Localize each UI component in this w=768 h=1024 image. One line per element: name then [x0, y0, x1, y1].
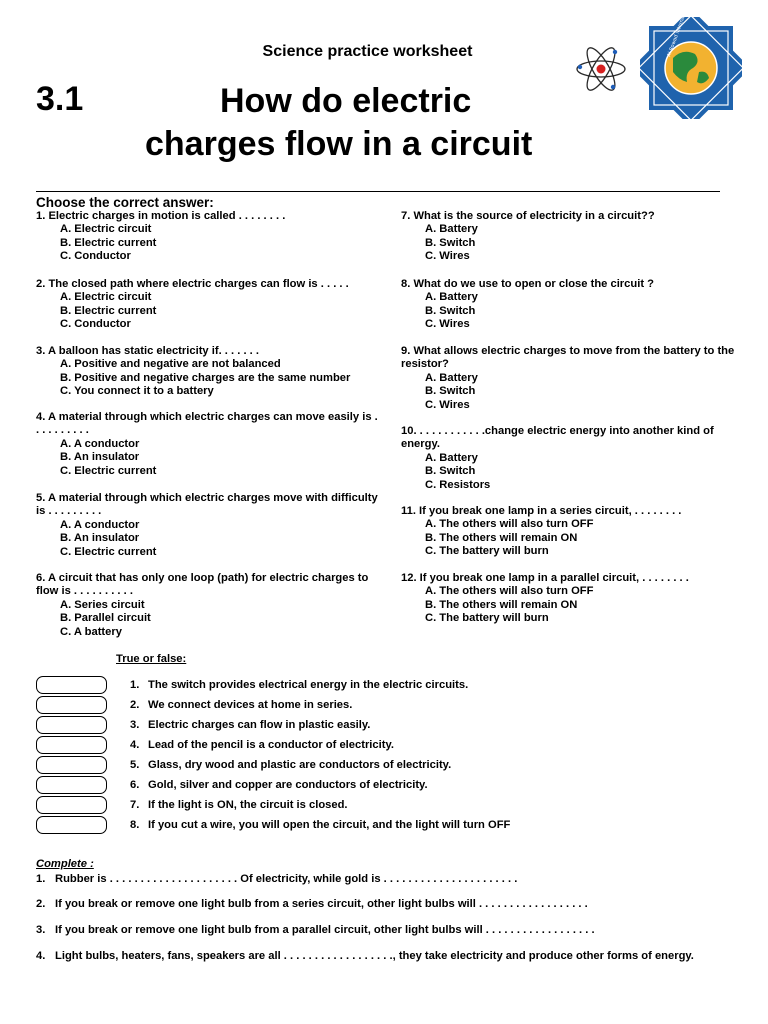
option-c: C. A battery — [60, 625, 122, 638]
option-c: C. Electric current — [60, 545, 157, 558]
option-c: C. The battery will burn — [425, 545, 549, 558]
worksheet-subtitle: Science practice worksheet — [262, 43, 473, 60]
title-line-1: How do electric — [220, 82, 472, 120]
answer-box-2[interactable] — [36, 696, 107, 714]
answer-box-3[interactable] — [36, 716, 107, 734]
option-a: A. Electric circuit — [60, 223, 152, 236]
answer-box-5[interactable] — [36, 756, 107, 774]
section-number: 3.1 — [36, 80, 84, 118]
complete-item-2: 2. If you break or remove one light bulb from a series circuit, other light bulbs will . . . . . . . . . . . . . . . . . . — [36, 898, 588, 910]
option-c: C. Electric current — [60, 464, 157, 477]
question-6 — [36, 572, 381, 639]
option-a: A. Battery — [425, 451, 478, 464]
option-b: B. Positive and negative charges are the same number — [60, 371, 351, 384]
statement-7: 7. If the light is ON, the circuit is closed. — [130, 799, 348, 811]
page-title — [145, 80, 595, 166]
option-b: B. Switch — [425, 385, 476, 398]
option-b: B. An insulator — [60, 451, 140, 464]
option-a: A. Positive and negative are not balanced — [60, 358, 281, 371]
statement-6: 6. Gold, silver and copper are conductors of electricity. — [130, 779, 428, 791]
option-c: C. The battery will burn — [425, 612, 549, 625]
question-text: 3. A balloon has static electricity if. . . . . . . — [36, 345, 259, 357]
school-logo — [640, 17, 742, 119]
option-c: C. Wires — [425, 398, 470, 411]
statement-8: 8. If you cut a wire, you will open the circuit, and the light will turn OFF — [130, 819, 511, 831]
question-text: 10. . . . . . . . . . . .change electric energy into another kind of energy. — [401, 425, 714, 451]
option-a: A. Battery — [425, 223, 478, 236]
option-c: C. Conductor — [60, 318, 131, 331]
option-a: A. Series circuit — [60, 598, 145, 611]
title-divider — [36, 191, 720, 192]
statement-2: 2. We connect devices at home in series. — [130, 699, 353, 711]
option-a: A. A conductor — [60, 437, 140, 450]
section-heading-choose: Choose the correct answer: — [36, 195, 214, 210]
statement-3: 3. Electric charges can flow in plastic easily. — [130, 719, 371, 731]
question-text: 5. A material through which electric charges move with difficulty is . . . . . . . . . — [36, 492, 378, 518]
question-1 — [36, 210, 381, 264]
question-3 — [36, 345, 381, 399]
option-a: A. The others will also turn OFF — [425, 518, 594, 531]
option-a: A. Battery — [425, 371, 478, 384]
answer-box-7[interactable] — [36, 796, 107, 814]
question-5 — [36, 492, 381, 559]
question-text: 6. A circuit that has only one loop (path) for electric charges to flow is . . . . . . . . . . — [36, 572, 369, 598]
complete-item-4: 4. Light bulbs, heaters, fans, speakers are all . . . . . . . . . . . . . . . . . ., they take electricity and produce other forms of energy. — [36, 950, 694, 962]
question-text: 2. The closed path where electric charges can flow is . . . . . — [36, 278, 349, 290]
section-heading-complete: Complete : — [36, 858, 94, 870]
question-text: 4. A material through which electric charges can move easily is . . . . . . . . . . — [36, 411, 378, 437]
section-heading-true-false: True or false: — [116, 653, 187, 665]
question-2 — [36, 278, 381, 332]
option-c: C. Wires — [425, 318, 470, 331]
option-c: C. Resistors — [425, 478, 491, 491]
answer-box-4[interactable] — [36, 736, 107, 754]
question-4 — [36, 411, 381, 478]
question-text: 12. If you break one lamp in a parallel circuit, . . . . . . . . — [401, 572, 689, 584]
option-a: A. Battery — [425, 291, 478, 304]
title-line-2: charges flow in a circuit — [145, 125, 533, 163]
question-text: 11. If you break one lamp in a series circuit, . . . . . . . . — [401, 505, 682, 517]
option-c: C. Wires — [425, 250, 470, 263]
answer-box-8[interactable] — [36, 816, 107, 834]
question-12 — [401, 572, 736, 626]
option-b: B. Switch — [425, 304, 476, 317]
question-9 — [401, 345, 736, 412]
question-10 — [401, 425, 736, 492]
option-b: B. Switch — [425, 465, 476, 478]
option-b: B. The others will remain ON — [425, 531, 578, 544]
complete-item-1: 1. Rubber is . . . . . . . . . . . . . . . . . . . . . Of electricity, while gold is . . . . . . . . . . . . . . . . . . . . . . — [36, 873, 518, 885]
option-b: B. Electric current — [60, 236, 157, 249]
option-a: A. Electric circuit — [60, 291, 152, 304]
option-a: A. The others will also turn OFF — [425, 585, 594, 598]
question-text: 1. Electric charges in motion is called . . . . . . . . — [36, 210, 286, 222]
option-b: B. Switch — [425, 236, 476, 249]
option-c: C. You connect it to a battery — [60, 385, 214, 398]
option-b: B. Electric current — [60, 304, 157, 317]
statement-1: 1. The switch provides electrical energy in the electric circuits. — [130, 679, 469, 691]
option-a: A. A conductor — [60, 518, 140, 531]
question-8 — [401, 278, 736, 332]
answer-box-6[interactable] — [36, 776, 107, 794]
option-b: B. The others will remain ON — [425, 598, 578, 611]
question-7 — [401, 210, 736, 264]
option-c: C. Conductor — [60, 250, 131, 263]
answer-box-1[interactable] — [36, 676, 107, 694]
option-b: B. Parallel circuit — [60, 612, 151, 625]
option-b: B. An insulator — [60, 532, 140, 545]
complete-item-3: 3. If you break or remove one light bulb from a parallel circuit, other light bulbs will . . . . . . . . . . . . . . . . . . — [36, 924, 595, 936]
question-text: 8. What do we use to open or close the circuit ? — [401, 278, 654, 290]
question-11 — [401, 505, 736, 559]
statement-4: 4. Lead of the pencil is a conductor of electricity. — [130, 739, 394, 751]
question-text: 9. What allows electric charges to move from the battery to the resistor? — [401, 345, 735, 371]
question-text: 7. What is the source of electricity in a circuit?? — [401, 210, 655, 222]
statement-5: 5. Glass, dry wood and plastic are conductors of electricity. — [130, 759, 452, 771]
